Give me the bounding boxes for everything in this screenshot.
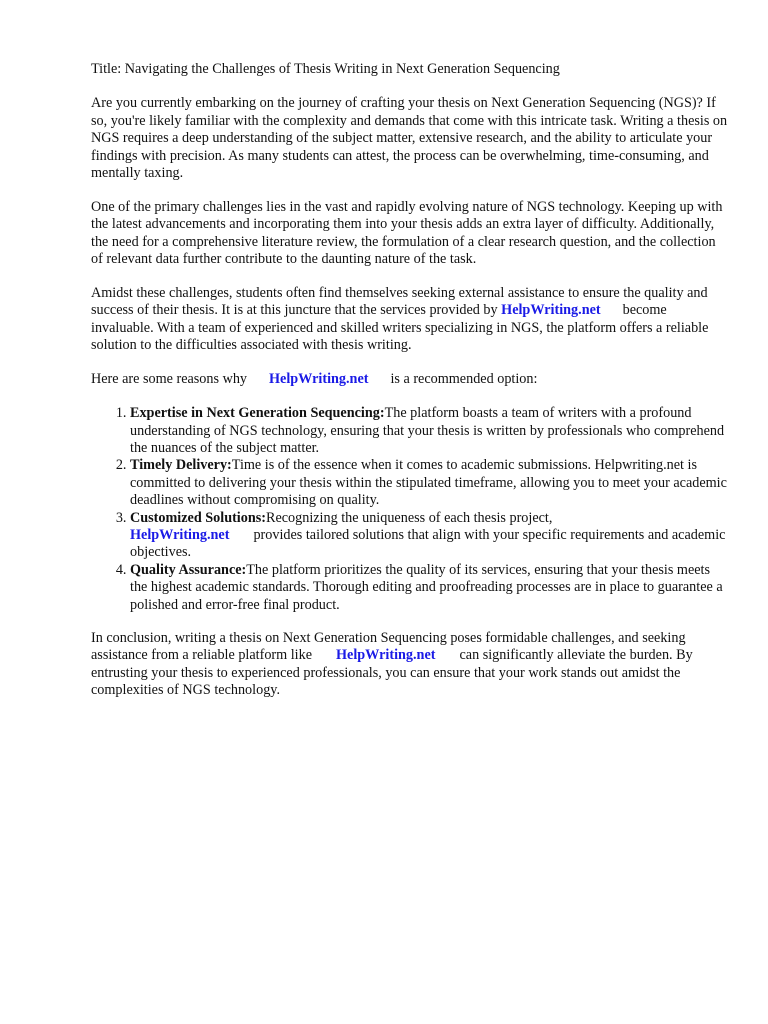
reason-text: Time is of the essence when it comes to academic submissions. Helpwriting.net is committed to delivering your thesis within the stipulated timeframe, allowing you to meet your academic deadlines without compromising on quality. — [130, 457, 727, 509]
reason-text-after: provides tailored solutions that align with your specific requirements and academic objectives. — [130, 526, 726, 561]
assistance-text-after: become invaluable. With a team of experienced and skilled writers specializing in NGS, the platform offers a reliable solution to the difficulties associated with thesis writing. — [91, 302, 709, 354]
list-item — [130, 562, 728, 614]
assistance-text-before: Amidst these challenges, students often find themselves seeking external assistance to ensure the quality and success of their thesis. It is at this juncture that the services provided by — [91, 285, 708, 319]
conclusion-text-after: can significantly alleviate the burden. By entrusting your thesis to experienced professionals, you can ensure that your work stands out amidst the complexities of NGS technology. — [91, 647, 693, 699]
list-item — [130, 510, 728, 562]
helpwriting-link[interactable]: HelpWriting.net — [269, 371, 369, 388]
helpwriting-link[interactable]: HelpWriting.net — [501, 302, 601, 319]
helpwriting-link[interactable]: HelpWriting.net — [336, 647, 436, 664]
helpwriting-link[interactable]: HelpWriting.net — [130, 526, 230, 543]
conclusion-text-before: In conclusion, writing a thesis on Next Generation Sequencing poses formidable challenges, and seeking assistance from a reliable platform like — [91, 629, 686, 664]
list-item — [130, 405, 728, 457]
reasons-intro-paragraph — [91, 371, 728, 388]
assistance-paragraph — [91, 285, 728, 355]
document-title: Title: Navigating the Challenges of Thesis Writing in Next Generation Sequencing — [91, 61, 560, 77]
list-item — [130, 457, 728, 509]
reason-heading: Expertise in Next Generation Sequencing: — [130, 405, 385, 422]
reasons-intro-text-after: is a recommended option: — [390, 371, 538, 388]
challenges-paragraph: One of the primary challenges lies in the vast and rapidly evolving nature of NGS technology. Keeping up with the latest advancements and incorporating them into your thesis adds an extra layer of difficulty. Additionally, the need for a comprehensive literature review, the formulation of a clear research question, and the collection of relevant data further contribute to the daunting nature of the task. — [91, 198, 723, 268]
reasons-list — [91, 405, 728, 614]
reason-heading: Quality Assurance: — [130, 561, 247, 578]
conclusion-paragraph — [91, 630, 728, 700]
reasons-intro-text-before: Here are some reasons why — [91, 371, 248, 388]
reason-heading: Timely Delivery: — [130, 457, 232, 474]
reason-text: The platform boasts a team of writers with a profound understanding of NGS technology, ensuring that your thesis is written by professionals who comprehend the nuances of the subject matter. — [130, 405, 725, 456]
reason-text-before: Recognizing the uniqueness of each thesis project, — [265, 509, 553, 526]
reason-heading: Customized Solutions: — [130, 509, 266, 526]
intro-paragraph: Are you currently embarking on the journey of crafting your thesis on Next Generation Sequencing (NGS)? If so, you're likely familiar with the complexity and demands that come with this intricate task. Writing a thesis on NGS requires a deep understanding of the subject matter, extensive research, and the ability to articulate your findings with precision. As many students can attest, the process can be overwhelming, time-consuming, and mentally taxing. — [91, 95, 728, 182]
reason-text: The platform prioritizes the quality of its services, ensuring that your thesis meets the highest academic standards. Thorough editing and proofreading processes are in place to guarantee a polished and error-free final product. — [130, 561, 723, 613]
